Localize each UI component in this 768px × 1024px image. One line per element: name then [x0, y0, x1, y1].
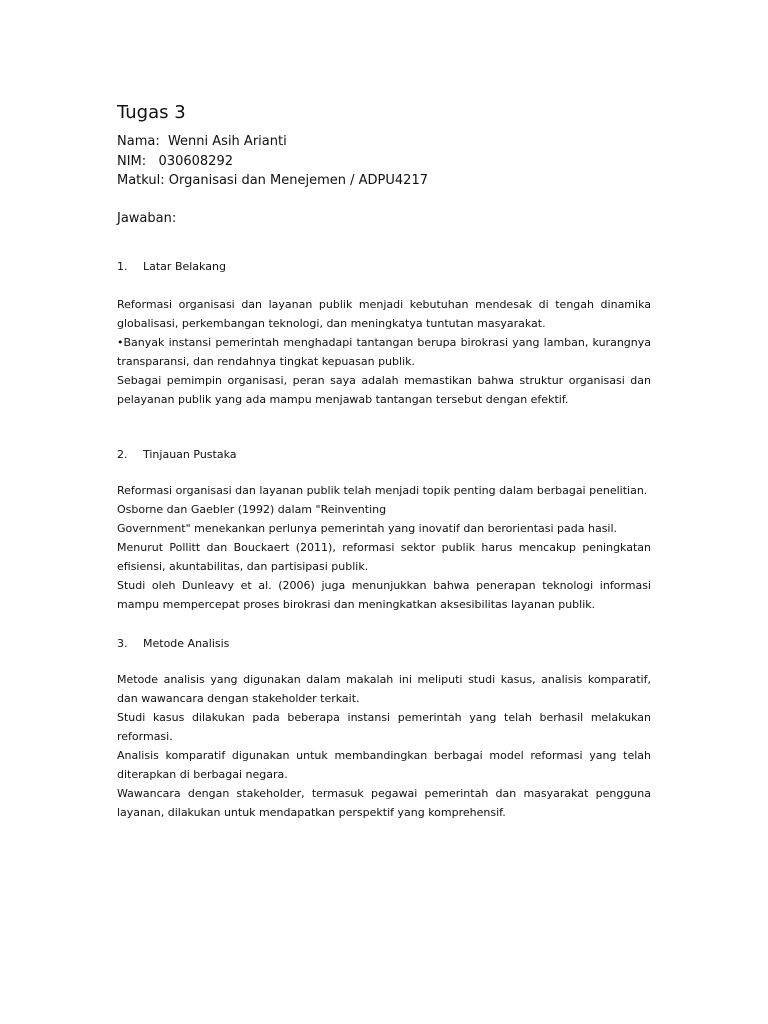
student-nim: NIM: 030608292 [117, 153, 233, 169]
paragraph: Studi kasus dilakukan pada beberapa instansi pemerintah yang telah berhasil melakukan reformasi. [117, 710, 651, 743]
paragraph: Reformasi organisasi dan layanan publik telah menjadi topik penting dalam berbagai penelitian. [117, 483, 648, 497]
section-body-latar-belakang [117, 295, 651, 409]
section-title: Latar Belakang [143, 259, 226, 273]
document-title: Tugas 3 [117, 102, 186, 123]
answer-label: Jawaban: [117, 210, 177, 226]
paragraph: Wawancara dengan stakeholder, termasuk pegawai pemerintah dan masyarakat pengguna layanan, dilakukan untuk mendapatkan perspektif yang komprehensif. [117, 786, 651, 819]
section-heading-metode-analisis [117, 636, 651, 652]
paragraph: Government" menekankan perlunya pemerintah yang inovatif dan berorientasi pada hasil. [117, 521, 618, 535]
paragraph: Sebagai pemimpin organisasi, peran saya adalah memastikan bahwa struktur organisasi dan pelayanan publik yang ada mampu menjawab tantangan tersebut dengan efektif. [117, 373, 651, 406]
student-name: Nama: Wenni Asih Arianti [117, 134, 287, 149]
section-number: 1. [117, 259, 128, 273]
section-title: Metode Analisis [143, 636, 230, 650]
section-number: 3. [117, 636, 128, 650]
section-title: Tinjauan Pustaka [143, 447, 237, 461]
paragraph: Analisis komparatif digunakan untuk membandingkan berbagai model reformasi yang telah diterapkan di berbagai negara. [117, 748, 651, 781]
section-heading-latar-belakang [117, 259, 651, 275]
paragraph: Reformasi organisasi dan layanan publik menjadi kebutuhan mendesak di tengah dinamika globalisasi, perkembangan teknologi, dan meningkatya tuntutan masyarakat. [117, 297, 651, 330]
section-heading-tinjauan-pustaka [117, 447, 651, 463]
section-body-tinjauan-pustaka [117, 481, 651, 614]
paragraph: Studi oleh Dunleavy et al. (2006) juga menunjukkan bahwa penerapan teknologi informasi mampu mempercepat proses birokrasi dan meningkatkan aksesibilitas layanan publik. [117, 578, 651, 611]
paragraph: Menurut Pollitt dan Bouckaert (2011), reformasi sektor publik harus mencakup peningkatan efisiensi, akuntabilitas, dan partisipasi publik. [117, 540, 651, 573]
section-number: 2. [117, 447, 128, 461]
paragraph: •Banyak instansi pemerintah menghadapi tantangan berupa birokrasi yang lamban, kurangnya transparansi, dan rendahnya tingkat kepuasan publik. [117, 335, 651, 368]
paragraph: Osborne dan Gaebler (1992) dalam "Reinventing [117, 502, 387, 516]
paragraph: Metode analisis yang digunakan dalam makalah ini meliputi studi kasus, analisis komparatif, dan wawancara dengan stakeholder terkait. [117, 672, 651, 705]
section-body-metode-analisis [117, 670, 651, 822]
course-info: Matkul: Organisasi dan Menejemen / ADPU4217 [117, 173, 428, 188]
document-page [117, 102, 651, 822]
